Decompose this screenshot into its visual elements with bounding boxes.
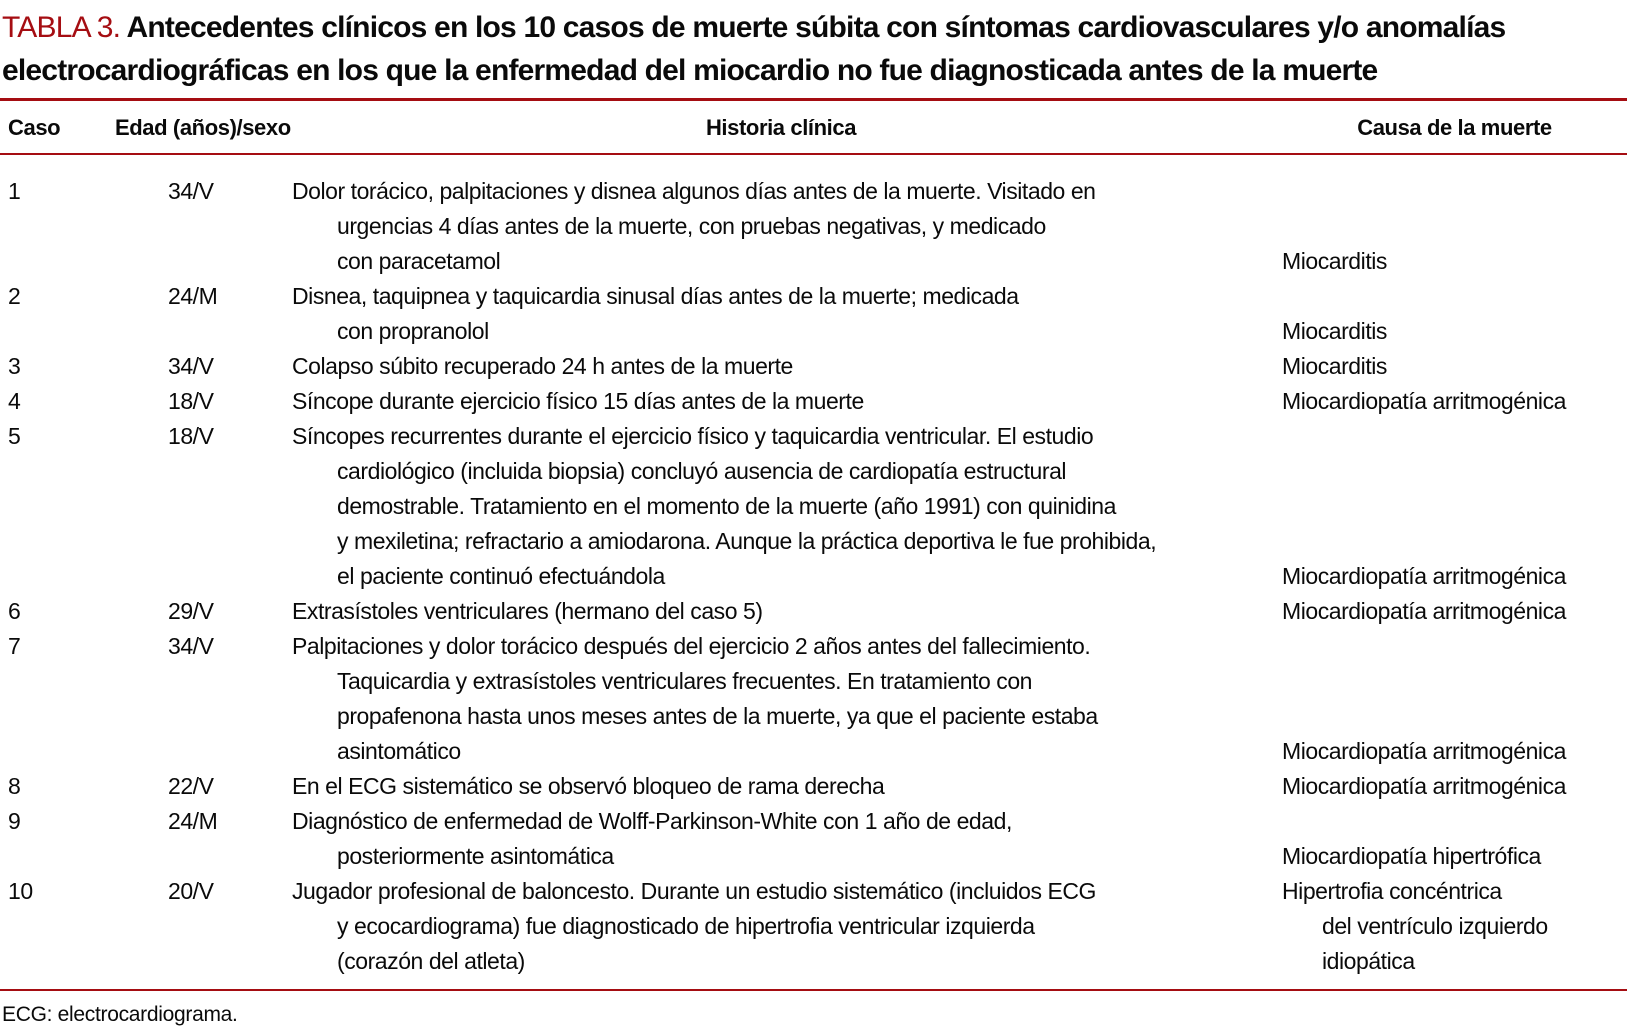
table-title-line1 — [2, 6, 1627, 49]
cell-historia — [292, 594, 1282, 629]
cell-historia — [292, 629, 1282, 769]
table-row — [0, 769, 1627, 804]
historia-line: con paracetamol — [337, 248, 501, 274]
historia-line: Taquicardia y extrasístoles ventriculares frecuentes. En tratamiento con — [337, 668, 1033, 694]
cell-edad-sexo: 22/V — [168, 773, 214, 799]
table-row — [0, 874, 1627, 979]
cell-causa — [1282, 419, 1627, 594]
cell-causa — [1282, 384, 1627, 419]
historia-line: y mexiletina; refractario a amiodarona. Aunque la práctica deportiva le fue prohibida, — [337, 528, 1157, 554]
cell-historia — [292, 769, 1282, 804]
cell-causa — [1282, 629, 1627, 769]
cell-caso: 1 — [8, 178, 21, 204]
cell-caso: 10 — [8, 878, 33, 904]
causa-line: Miocarditis — [1282, 248, 1387, 274]
historia-line: Jugador profesional de baloncesto. Durante un estudio sistemático (incluidos ECG — [292, 878, 1096, 904]
historia-line: el paciente continuó efectuándola — [337, 563, 665, 589]
cell-caso: 6 — [8, 598, 21, 624]
table-row — [0, 594, 1627, 629]
historia-line: Palpitaciones y dolor torácico después del ejercicio 2 años antes del fallecimiento. — [292, 633, 1091, 659]
cell-historia — [292, 419, 1282, 594]
cell-edad-sexo: 34/V — [168, 178, 214, 204]
historia-line: urgencias 4 días antes de la muerte, con pruebas negativas, y medicado — [337, 213, 1046, 239]
causa-line: Miocardiopatía arritmogénica — [1282, 598, 1566, 624]
historia-line: (corazón del atleta) — [337, 948, 525, 974]
cell-caso: 8 — [8, 773, 21, 799]
causa-line: Miocarditis — [1282, 353, 1387, 379]
historia-line: cardiológico (incluida biopsia) concluyó ausencia de cardiopatía estructural — [337, 458, 1067, 484]
historia-line: demostrable. Tratamiento en el momento de la muerte (año 1991) con quinidina — [337, 493, 1116, 519]
cell-edad-sexo: 24/M — [168, 808, 218, 834]
table-body — [0, 155, 1627, 979]
historia-line: posteriormente asintomática — [337, 843, 614, 869]
causa-line: Miocardiopatía hipertrófica — [1282, 843, 1541, 869]
cell-edad-sexo: 34/V — [168, 353, 214, 379]
table-row — [0, 629, 1627, 769]
historia-line: Extrasístoles ventriculares (hermano del caso 5) — [292, 598, 763, 624]
cell-caso: 3 — [8, 353, 21, 379]
causa-line: Miocardiopatía arritmogénica — [1282, 738, 1566, 764]
cell-caso: 9 — [8, 808, 21, 834]
table-row — [0, 174, 1627, 279]
historia-line: Diagnóstico de enfermedad de Wolff-Parkinson-White con 1 año de edad, — [292, 808, 1012, 834]
cell-edad-sexo: 34/V — [168, 633, 214, 659]
cell-caso: 7 — [8, 633, 21, 659]
table-footnote: ECG: electrocardiograma. — [2, 1003, 238, 1026]
historia-line: Síncopes recurrentes durante el ejercicio físico y taquicardia ventricular. El estudio — [292, 423, 1094, 449]
cell-caso: 2 — [8, 283, 21, 309]
historia-line: En el ECG sistemático se observó bloqueo de rama derecha — [292, 773, 885, 799]
historia-line: asintomático — [337, 738, 461, 764]
column-header-caso: Caso — [8, 115, 61, 140]
cell-edad-sexo: 18/V — [168, 388, 214, 414]
cell-edad-sexo: 24/M — [168, 283, 218, 309]
table-number-label: TABLA 3. — [2, 11, 121, 44]
table-row — [0, 349, 1627, 384]
column-header-historia: Historia clínica — [705, 115, 857, 140]
cell-causa — [1282, 279, 1627, 349]
causa-line: Miocardiopatía arritmogénica — [1282, 563, 1566, 589]
cell-caso: 5 — [8, 423, 21, 449]
cell-causa — [1282, 349, 1627, 384]
cell-historia — [292, 349, 1282, 384]
historia-line: Disnea, taquipnea y taquicardia sinusal días antes de la muerte; medicada — [292, 283, 1019, 309]
causa-line: Miocardiopatía arritmogénica — [1282, 773, 1566, 799]
cell-causa — [1282, 874, 1627, 979]
causa-line: del ventrículo izquierdo — [1322, 913, 1548, 939]
historia-line: Colapso súbito recuperado 24 h antes de la muerte — [292, 353, 793, 379]
historia-line: Dolor torácico, palpitaciones y disnea algunos días antes de la muerte. Visitado en — [292, 178, 1096, 204]
historia-line: y ecocardiograma) fue diagnosticado de hipertrofia ventricular izquierda — [337, 913, 1035, 939]
table-title-line2: electrocardiográficas en los que la enfermedad del miocardio no fue diagnosticada antes de la muerte — [2, 54, 1378, 87]
cell-causa — [1282, 174, 1627, 279]
cell-historia — [292, 384, 1282, 419]
cell-edad-sexo: 18/V — [168, 423, 214, 449]
causa-line: Miocarditis — [1282, 318, 1387, 344]
cell-historia — [292, 804, 1282, 874]
historia-line: propafenona hasta unos meses antes de la muerte, ya que el paciente estaba — [337, 703, 1098, 729]
causa-line: idiopática — [1322, 948, 1415, 974]
cell-edad-sexo: 29/V — [168, 598, 214, 624]
table-title — [0, 0, 1627, 92]
table-row — [0, 804, 1627, 874]
column-header-causa: Causa de la muerte — [1357, 115, 1552, 140]
table-row — [0, 419, 1627, 594]
table-row — [0, 384, 1627, 419]
historia-line: Síncope durante ejercicio físico 15 días antes de la muerte — [292, 388, 864, 414]
cell-caso: 4 — [8, 388, 21, 414]
cell-historia — [292, 279, 1282, 349]
cell-causa — [1282, 804, 1627, 874]
cell-edad-sexo: 20/V — [168, 878, 214, 904]
causa-line: Hipertrofia concéntrica — [1282, 878, 1502, 904]
cell-historia — [292, 874, 1282, 979]
column-header-edad: Edad (años)/sexo — [115, 115, 291, 140]
table-title-text1: Antecedentes clínicos en los 10 casos de muerte súbita con síntomas cardiovasculares y/o anomalías — [126, 11, 1506, 44]
cell-causa — [1282, 769, 1627, 804]
cell-historia — [292, 174, 1282, 279]
historia-line: con propranolol — [337, 318, 489, 344]
causa-line: Miocardiopatía arritmogénica — [1282, 388, 1566, 414]
cell-causa — [1282, 594, 1627, 629]
table-header-row — [0, 101, 1627, 153]
table-row — [0, 279, 1627, 349]
